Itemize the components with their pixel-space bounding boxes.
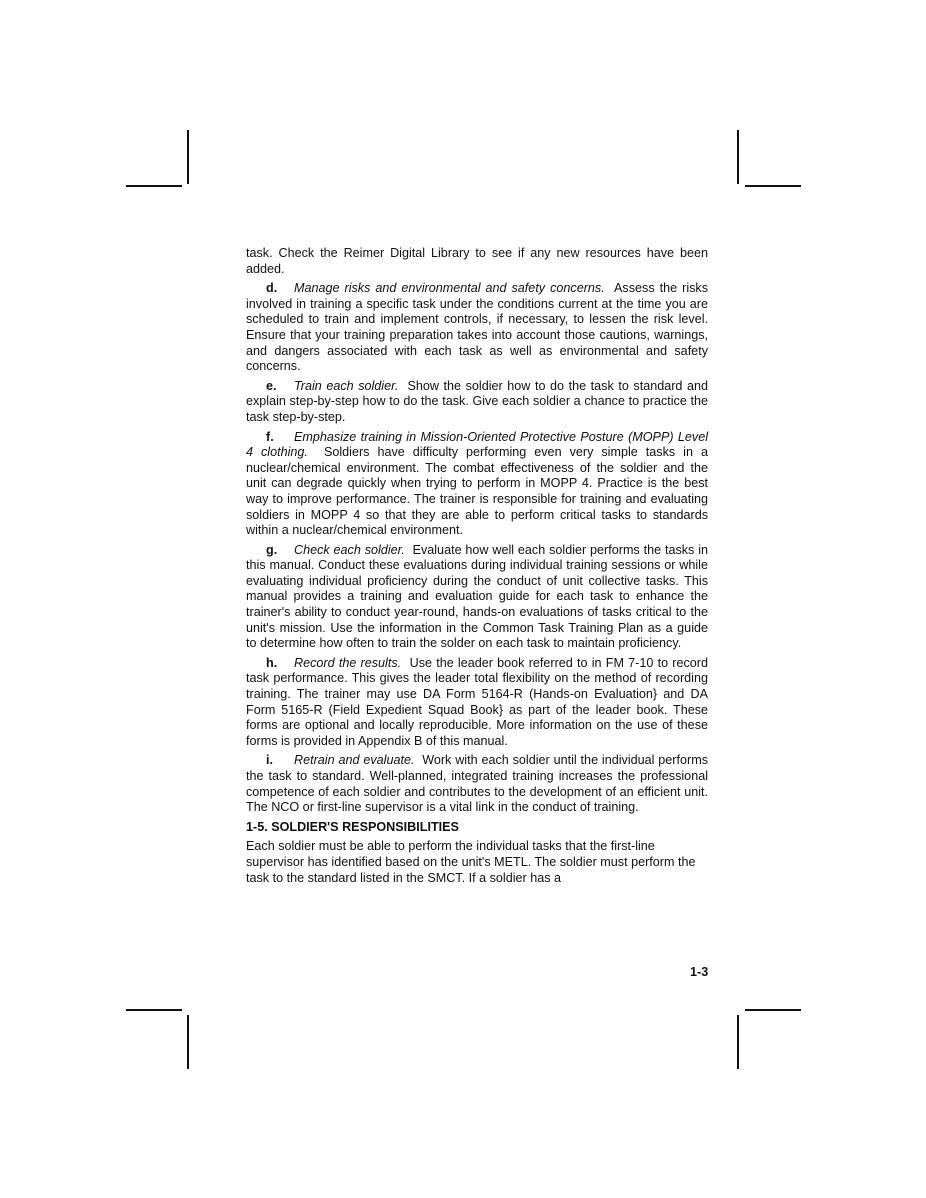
crop-mark-top-right-horizontal [745,185,801,187]
paragraph-heading: Manage risks and environmental and safety concerns. [294,281,605,296]
body-text [246,246,708,890]
page-number: 1-3 [690,965,709,979]
paragraph-d [246,281,708,375]
paragraph-letter: d. [266,281,278,296]
intro-paragraph: task. Check the Reimer Digital Library to see if any new resources have been added. [246,246,708,276]
paragraph-letter: h. [266,655,278,670]
paragraph-text: Work with each soldier until the individual performs the task to standard. Well-planned, integrated training increases the professional competence of each soldier and contributes to the development of an efficient unit. The NCO or first-line supervisor is a vital link in the conduct of training. [246,753,708,815]
crop-mark-top-left-vertical [187,130,189,184]
paragraph-heading: Record the results. [294,655,402,670]
paragraph-heading: Retrain and evaluate. [294,753,415,768]
paragraph-text: Assess the risks involved in training a specific task under the conditions current at the time you are scheduled to train and implement controls, if necessary, to lessen the risk level. Ensure that your training preparation takes into account those cautions, warnings, and dangers associated with each task as well as environmental and safety concerns. [246,281,709,374]
crop-mark-bottom-left-horizontal [126,1009,182,1011]
paragraph-f [246,430,708,539]
paragraph-h [246,656,708,750]
paragraph-text: Use the leader book referred to in FM 7-10 to record task performance. This gives the leader total flexibility on the method of recording training. The trainer may use DA Form 5164-R (Hands-on Evaluation} and DA Form 5165-R (Field Expedient Squad Book} as part of the leader book. These forms are optional and locally reproducible. More information on the use of these forms is provided in Appendix B of this manual. [246,655,709,748]
paragraph-text: Show the soldier how to do the task to standard and explain step-by-step how to do the task. Give each soldier a chance to practice the task step-by-step. [246,378,709,424]
paragraph-heading: Emphasize training in Mission-Oriented Protective Posture (MOPP) Level 4 clothing. [246,429,708,460]
section-paragraph: Each soldier must be able to perform the individual tasks that the first-line supervisor has identified based on the unit's METL. The soldier must perform the task to the standard listed in the SMCT. If a soldier has a [246,839,696,885]
paragraph-heading: Check each soldier. [294,542,405,557]
paragraph-text: Evaluate how well each soldier performs the tasks in this manual. Conduct these evaluations during individual training sessions or while evaluating individual proficiency during the conduct of unit collective tasks. This manual provides a training and evaluation guide for each task to enhance the trainer's ability to conduct year-round, hands-on evaluations of tasks critical to the unit's mission. Use the information in the Common Task Training Plan as a guide to determine how often to train the solder on each task to maintain proficiency. [246,542,708,651]
paragraph-e [246,379,708,426]
paragraph-g [246,543,708,652]
crop-mark-top-left-horizontal [126,185,182,187]
crop-mark-bottom-right-horizontal [745,1009,801,1011]
paragraph-letter: i. [266,753,273,768]
paragraph-letter: g. [266,542,278,557]
paragraph-i [246,753,708,815]
crop-mark-top-right-vertical [737,130,739,184]
section-heading: 1-5. SOLDIER'S RESPONSIBILITIES [246,819,459,834]
paragraph-letter: e. [266,378,277,393]
crop-mark-bottom-left-vertical [187,1015,189,1069]
paragraph-text: Soldiers have difficulty performing even very simple tasks in a nuclear/chemical environment. The combat effectiveness of the soldier and the unit can degrade quickly when trying to perform in MOPP 4. Practice is the best way to improve performance. The trainer is responsible for training and evaluating soldiers in MOPP 4 so that they are able to perform critical tasks to standards within a nuclear/chemical environment. [246,445,708,538]
paragraph-letter: f. [266,429,274,444]
paragraph-heading: Train each soldier. [294,378,399,393]
crop-mark-bottom-right-vertical [737,1015,739,1069]
